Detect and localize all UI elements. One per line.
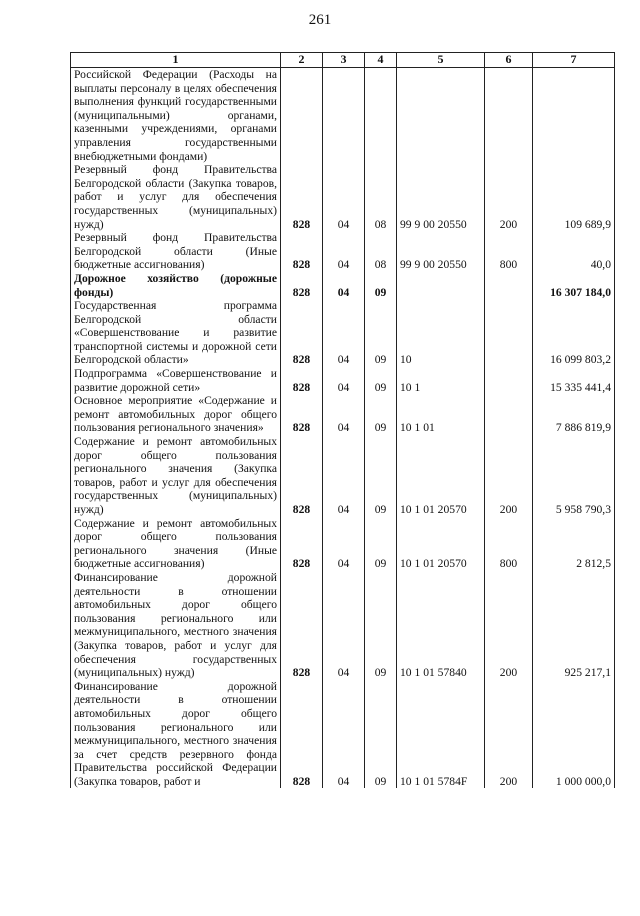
- table-row: [71, 571, 615, 680]
- row-amount-cell: 16 099 803,2: [533, 299, 615, 367]
- row-expense-type-cell: [485, 394, 533, 435]
- header-col-2: 2: [281, 53, 323, 68]
- table-body: [71, 68, 615, 789]
- row-code-cell: [281, 68, 323, 164]
- row-section-cell: 04: [323, 680, 365, 789]
- row-section-cell: 04: [323, 272, 365, 299]
- table-row: [71, 394, 615, 435]
- row-subsection-cell: 09: [365, 272, 397, 299]
- row-expense-type-cell: [485, 68, 533, 164]
- row-name-cell: Содержание и ремонт автомобильных дорог общего пользования регионального значения (Иные бюджетные ассигнования): [71, 517, 281, 571]
- row-expense-type-cell: 200: [485, 435, 533, 517]
- row-expense-type-cell: [485, 367, 533, 394]
- row-section-cell: 04: [323, 435, 365, 517]
- row-subsection-cell: 08: [365, 163, 397, 231]
- header-col-7: 7: [533, 53, 615, 68]
- row-amount-cell: 5 958 790,3: [533, 435, 615, 517]
- header-col-3: 3: [323, 53, 365, 68]
- header-col-6: 6: [485, 53, 533, 68]
- row-subsection-cell: 09: [365, 299, 397, 367]
- row-target-article-cell: [397, 272, 485, 299]
- row-target-article-cell: 99 9 00 20550: [397, 231, 485, 272]
- row-section-cell: 04: [323, 299, 365, 367]
- page-number: 261: [308, 12, 332, 28]
- row-target-article-cell: 10 1 01: [397, 394, 485, 435]
- header-col-4: 4: [365, 53, 397, 68]
- row-subsection-cell: 09: [365, 517, 397, 571]
- row-expense-type-cell: 800: [485, 231, 533, 272]
- row-amount-cell: 40,0: [533, 231, 615, 272]
- row-name-cell: Резервный фонд Правительства Белгородской области (Иные бюджетные ассигнования): [71, 231, 281, 272]
- table-row: [71, 517, 615, 571]
- row-subsection-cell: [365, 68, 397, 164]
- row-target-article-cell: 10 1 01 57840: [397, 571, 485, 680]
- row-code-cell: 828: [281, 680, 323, 789]
- row-code-cell: 828: [281, 435, 323, 517]
- row-amount-cell: [533, 68, 615, 164]
- row-subsection-cell: 09: [365, 680, 397, 789]
- row-subsection-cell: 09: [365, 571, 397, 680]
- row-subsection-cell: 09: [365, 394, 397, 435]
- row-name-cell: Российской Федерации (Расходы на выплаты персоналу в целях обеспечения выполнения функций государственными (муниципальными) органами, казенными учреждениями, органами управления государственными внебюджетными фондами): [71, 68, 281, 164]
- row-name-cell: Содержание и ремонт автомобильных дорог общего пользования регионального значения (Закупка товаров, работ и услуг для обеспечения государственных (муниципальных) нужд): [71, 435, 281, 517]
- row-expense-type-cell: [485, 272, 533, 299]
- row-code-cell: 828: [281, 367, 323, 394]
- row-code-cell: 828: [281, 394, 323, 435]
- row-target-article-cell: 10: [397, 299, 485, 367]
- row-code-cell: 828: [281, 571, 323, 680]
- row-name-cell: Финансирование дорожной деятельности в отношении автомобильных дорог общего пользования регионального или межмуниципального, местного значения за счет средств резервного фонда Правительства российской Федерации (Закупка товаров, работ и: [71, 680, 281, 789]
- row-name-cell: Дорожное хозяйство (дорожные фонды): [71, 272, 281, 299]
- row-expense-type-cell: 200: [485, 571, 533, 680]
- row-amount-cell: 925 217,1: [533, 571, 615, 680]
- row-code-cell: 828: [281, 231, 323, 272]
- row-code-cell: 828: [281, 299, 323, 367]
- row-amount-cell: 16 307 184,0: [533, 272, 615, 299]
- row-section-cell: 04: [323, 231, 365, 272]
- row-name-cell: Государственная программа Белгородской области «Совершенствование и развитие транспортной системы и дорожной сети Белгородской области»: [71, 299, 281, 367]
- table-row: [71, 680, 615, 789]
- row-subsection-cell: 09: [365, 367, 397, 394]
- row-name-cell: Основное мероприятие «Содержание и ремонт автомобильных дорог общего пользования регионального значения»: [71, 394, 281, 435]
- row-expense-type-cell: [485, 299, 533, 367]
- row-target-article-cell: 10 1 01 20570: [397, 435, 485, 517]
- row-code-cell: 828: [281, 517, 323, 571]
- row-target-article-cell: 10 1 01 5784F: [397, 680, 485, 789]
- table-row: [71, 163, 615, 231]
- table-row: [71, 231, 615, 272]
- row-expense-type-cell: 800: [485, 517, 533, 571]
- row-section-cell: 04: [323, 367, 365, 394]
- table-row: [71, 435, 615, 517]
- budget-table: [70, 52, 615, 788]
- row-subsection-cell: 08: [365, 231, 397, 272]
- row-expense-type-cell: 200: [485, 163, 533, 231]
- table-header: [71, 53, 615, 68]
- row-target-article-cell: 10 1 01 20570: [397, 517, 485, 571]
- row-section-cell: 04: [323, 163, 365, 231]
- row-section-cell: 04: [323, 394, 365, 435]
- row-target-article-cell: 99 9 00 20550: [397, 163, 485, 231]
- table-row: [71, 272, 615, 299]
- row-amount-cell: 2 812,5: [533, 517, 615, 571]
- row-name-cell: Подпрограмма «Совершенствование и развитие дорожной сети»: [71, 367, 281, 394]
- row-amount-cell: 1 000 000,0: [533, 680, 615, 789]
- row-name-cell: Резервный фонд Правительства Белгородской области (Закупка товаров, работ и услуг для обеспечения государственных (муниципальных) нужд): [71, 163, 281, 231]
- row-subsection-cell: 09: [365, 435, 397, 517]
- row-code-cell: 828: [281, 163, 323, 231]
- header-col-1: 1: [71, 53, 281, 68]
- row-target-article-cell: 10 1: [397, 367, 485, 394]
- row-amount-cell: 109 689,9: [533, 163, 615, 231]
- header-row: [71, 53, 615, 68]
- header-col-5: 5: [397, 53, 485, 68]
- row-expense-type-cell: 200: [485, 680, 533, 789]
- table-row: [71, 299, 615, 367]
- row-target-article-cell: [397, 68, 485, 164]
- row-code-cell: 828: [281, 272, 323, 299]
- table-row: [71, 68, 615, 164]
- row-name-cell: Финансирование дорожной деятельности в отношении автомобильных дорог общего пользования регионального или межмуниципального, местного значения (Закупка товаров, работ и услуг для обеспечения государственных (муниципальных) нужд): [71, 571, 281, 680]
- row-section-cell: [323, 68, 365, 164]
- row-section-cell: 04: [323, 517, 365, 571]
- row-amount-cell: 15 335 441,4: [533, 367, 615, 394]
- table-row: [71, 367, 615, 394]
- row-amount-cell: 7 886 819,9: [533, 394, 615, 435]
- row-section-cell: 04: [323, 571, 365, 680]
